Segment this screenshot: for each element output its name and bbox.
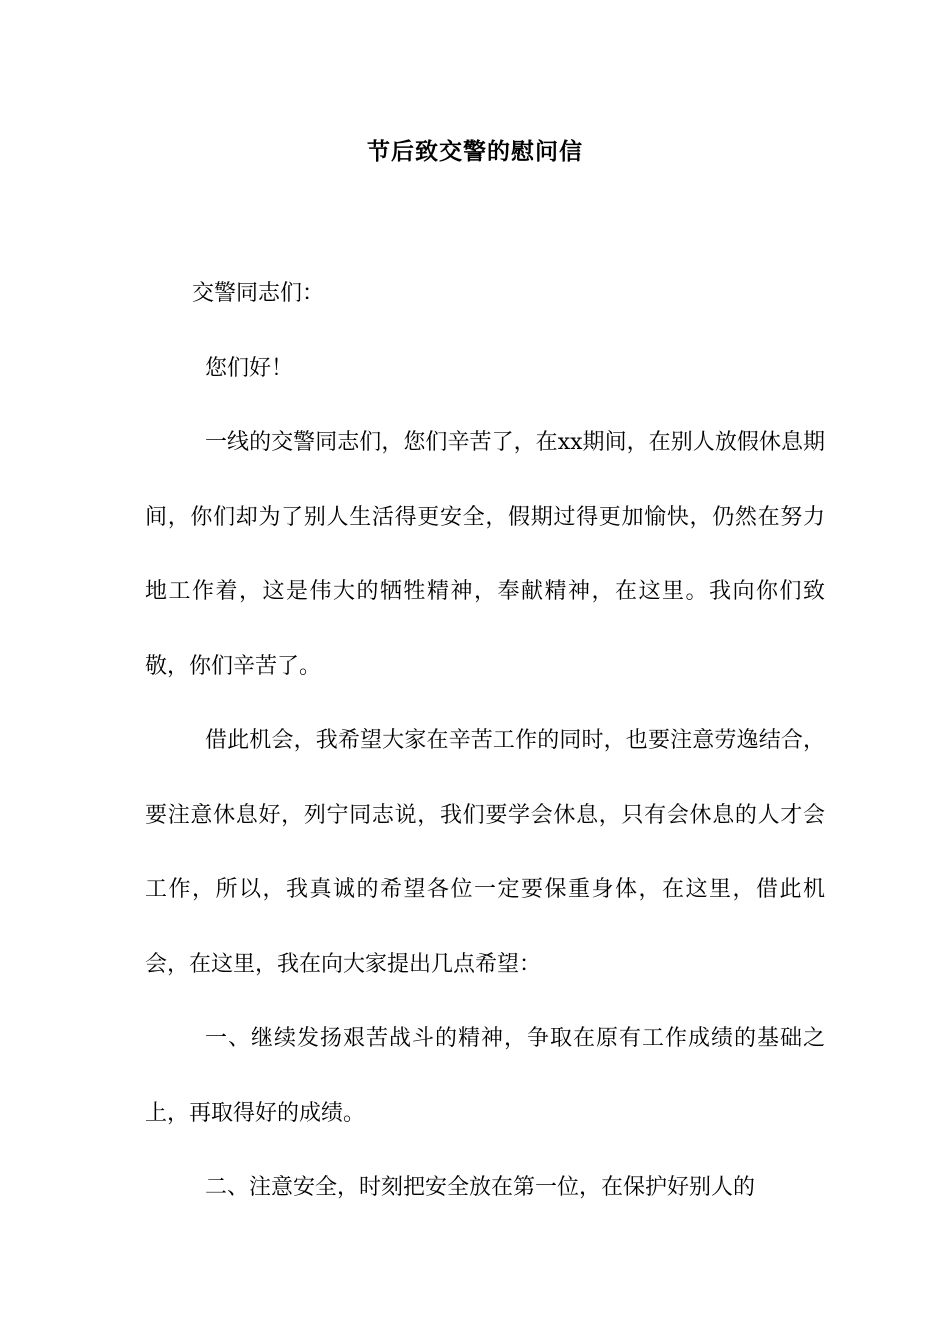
paragraph-3: 一、继续发扬艰苦战斗的精神，争取在原有工作成绩的基础之上，再取得好的成绩。	[145, 1026, 825, 1126]
paragraph-2: 借此机会，我希望大家在辛苦工作的同时，也要注意劳逸结合，要注意休息好，列宁同志说，我们要学会休息，只有会休息的人才会工作，所以，我真诚的希望各位一定要保重身体，在这里，借此机会，在这里，我在向大家提出几点希望：	[145, 728, 825, 977]
paragraph-1: 一线的交警同志们，您们辛苦了，在xx期间，在别人放假休息期间，你们却为了别人生活得更安全，假期过得更加愉快，仍然在努力地工作着，这是伟大的牺牲精神，奉献精神，在这里。我向你们致敬，你们辛苦了。	[145, 430, 825, 679]
letter-body	[145, 257, 825, 1226]
paragraph-4: 二、注意安全，时刻把安全放在第一位，在保护好别人的	[205, 1175, 756, 1200]
salutation: 交警同志们：	[192, 281, 325, 306]
greeting: 您们好！	[205, 355, 294, 381]
document-title: 节后致交警的慰问信	[367, 138, 583, 165]
